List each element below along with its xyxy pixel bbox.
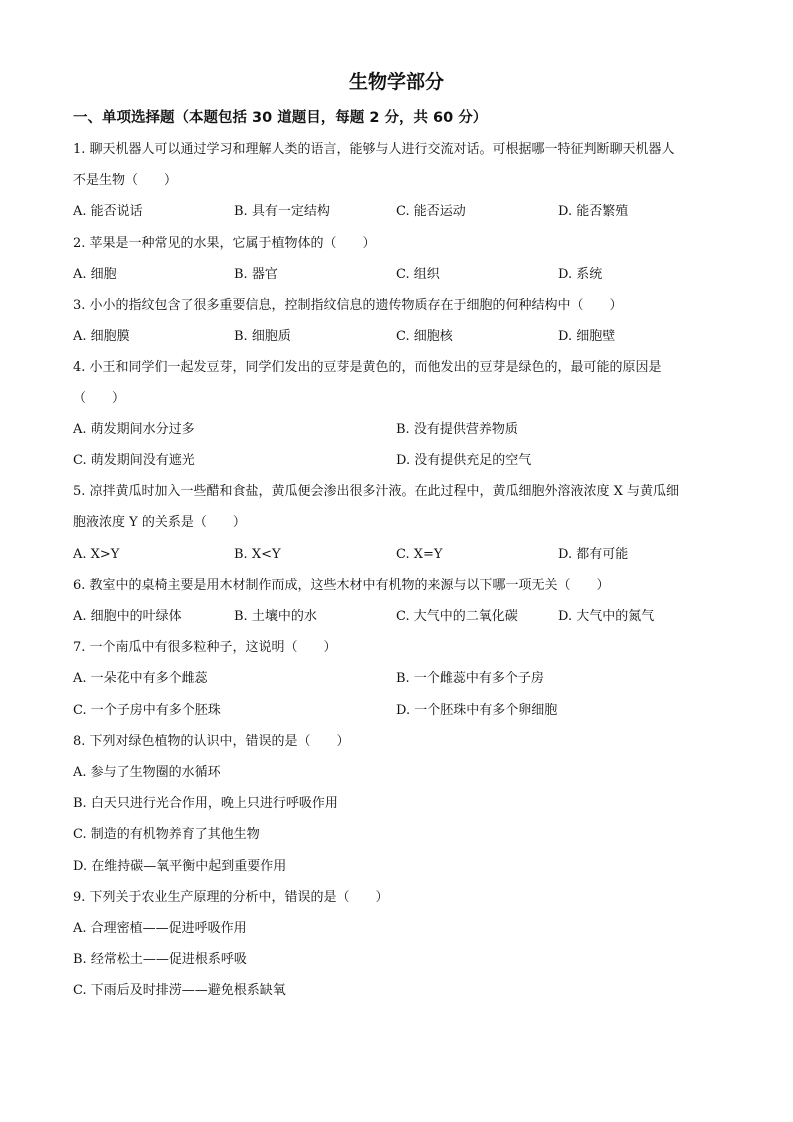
question-5-stem-line-1: 5. 凉拌黄瓜时加入一些醋和食盐，黄瓜便会渗出很多汁液。在此过程中，黄瓜细胞外溶液浓度 X 与黄瓜细 xyxy=(73,484,680,499)
section-heading: 一、单项选择题（本题包括 30 道题目，每题 2 分，共 60 分） xyxy=(73,110,488,126)
question-2-option-a: A. 细胞 xyxy=(73,267,117,282)
question-3-option-d: D. 细胞壁 xyxy=(558,329,616,344)
question-6-option-b: B. 土壤中的水 xyxy=(234,609,317,624)
question-6-option-d: D. 大气中的氮气 xyxy=(558,609,655,624)
question-4-option-b: B. 没有提供营养物质 xyxy=(396,422,518,437)
question-1-option-a: A. 能否说话 xyxy=(73,204,143,219)
question-1-option-b: B. 具有一定结构 xyxy=(234,204,330,219)
page-title: 生物学部分 xyxy=(348,71,444,93)
question-3-option-c: C. 细胞核 xyxy=(396,329,453,344)
question-2-option-c: C. 组织 xyxy=(396,267,440,282)
question-7-option-a: A. 一朵花中有多个雌蕊 xyxy=(73,671,208,686)
question-1-stem-line-1: 1. 聊天机器人可以通过学习和理解人类的语言，能够与人进行交流对话。可根据哪一特征判断聊天机器人 xyxy=(73,142,675,157)
question-5-option-c: C. X=Y xyxy=(396,547,443,562)
question-3-stem: 3. 小小的指纹包含了很多重要信息，控制指纹信息的遗传物质存在于细胞的何种结构中（ ） xyxy=(73,298,623,313)
question-9-option-b: B. 经常松土——促进根系呼吸 xyxy=(73,952,247,967)
question-7-option-b: B. 一个雌蕊中有多个子房 xyxy=(396,671,544,686)
question-7-option-c: C. 一个子房中有多个胚珠 xyxy=(73,703,221,718)
question-5-option-a: A. X>Y xyxy=(73,547,120,562)
question-9-stem: 9. 下列关于农业生产原理的分析中，错误的是（ ） xyxy=(73,890,389,905)
question-1-option-d: D. 能否繁殖 xyxy=(558,204,629,219)
question-7-option-d: D. 一个胚珠中有多个卵细胞 xyxy=(396,703,558,718)
question-8-option-a: A. 参与了生物圈的水循环 xyxy=(73,765,221,780)
question-3-option-a: A. 细胞膜 xyxy=(73,329,130,344)
question-6-option-c: C. 大气中的二氧化碳 xyxy=(396,609,518,624)
question-1-option-c: C. 能否运动 xyxy=(396,204,466,219)
question-9-option-c: C. 下雨后及时排涝——避免根系缺氧 xyxy=(73,983,286,998)
question-8-stem: 8. 下列对绿色植物的认识中，错误的是（ ） xyxy=(73,734,350,749)
question-8-option-d: D. 在维持碳—氧平衡中起到重要作用 xyxy=(73,859,287,874)
question-6-option-a: A. 细胞中的叶绿体 xyxy=(73,609,182,624)
question-8-option-c: C. 制造的有机物养育了其他生物 xyxy=(73,827,260,842)
question-4-option-a: A. 萌发期间水分过多 xyxy=(73,422,195,437)
question-2-option-b: B. 器官 xyxy=(234,267,278,282)
question-2-stem: 2. 苹果是一种常见的水果，它属于植物体的（ ） xyxy=(73,236,376,251)
question-5-option-b: B. X<Y xyxy=(234,547,281,562)
question-3-option-b: B. 细胞质 xyxy=(234,329,291,344)
question-7-stem: 7. 一个南瓜中有很多粒种子，这说明（ ） xyxy=(73,640,337,655)
question-4-stem-line-1: 4. 小王和同学们一起发豆芽，同学们发出的豆芽是黄色的，而他发出的豆芽是绿色的，最可能的原因是 xyxy=(73,360,662,375)
question-9-option-a: A. 合理密植——促进呼吸作用 xyxy=(73,921,247,936)
question-1-stem-line-2: 不是生物（ ） xyxy=(73,173,178,188)
question-6-stem: 6. 教室中的桌椅主要是用木材制作而成，这些木材中有机物的来源与以下哪一项无关（ ） xyxy=(73,578,610,593)
question-4-stem-line-2: （ ） xyxy=(73,391,126,406)
question-8-option-b: B. 白天只进行光合作用，晚上只进行呼吸作用 xyxy=(73,796,338,811)
question-5-stem-line-2: 胞液浓度 Y 的关系是（ ） xyxy=(73,515,246,530)
question-2-option-d: D. 系统 xyxy=(558,267,603,282)
question-4-option-d: D. 没有提供充足的空气 xyxy=(396,453,532,468)
question-4-option-c: C. 萌发期间没有遮光 xyxy=(73,453,195,468)
question-5-option-d: D. 都有可能 xyxy=(558,547,629,562)
